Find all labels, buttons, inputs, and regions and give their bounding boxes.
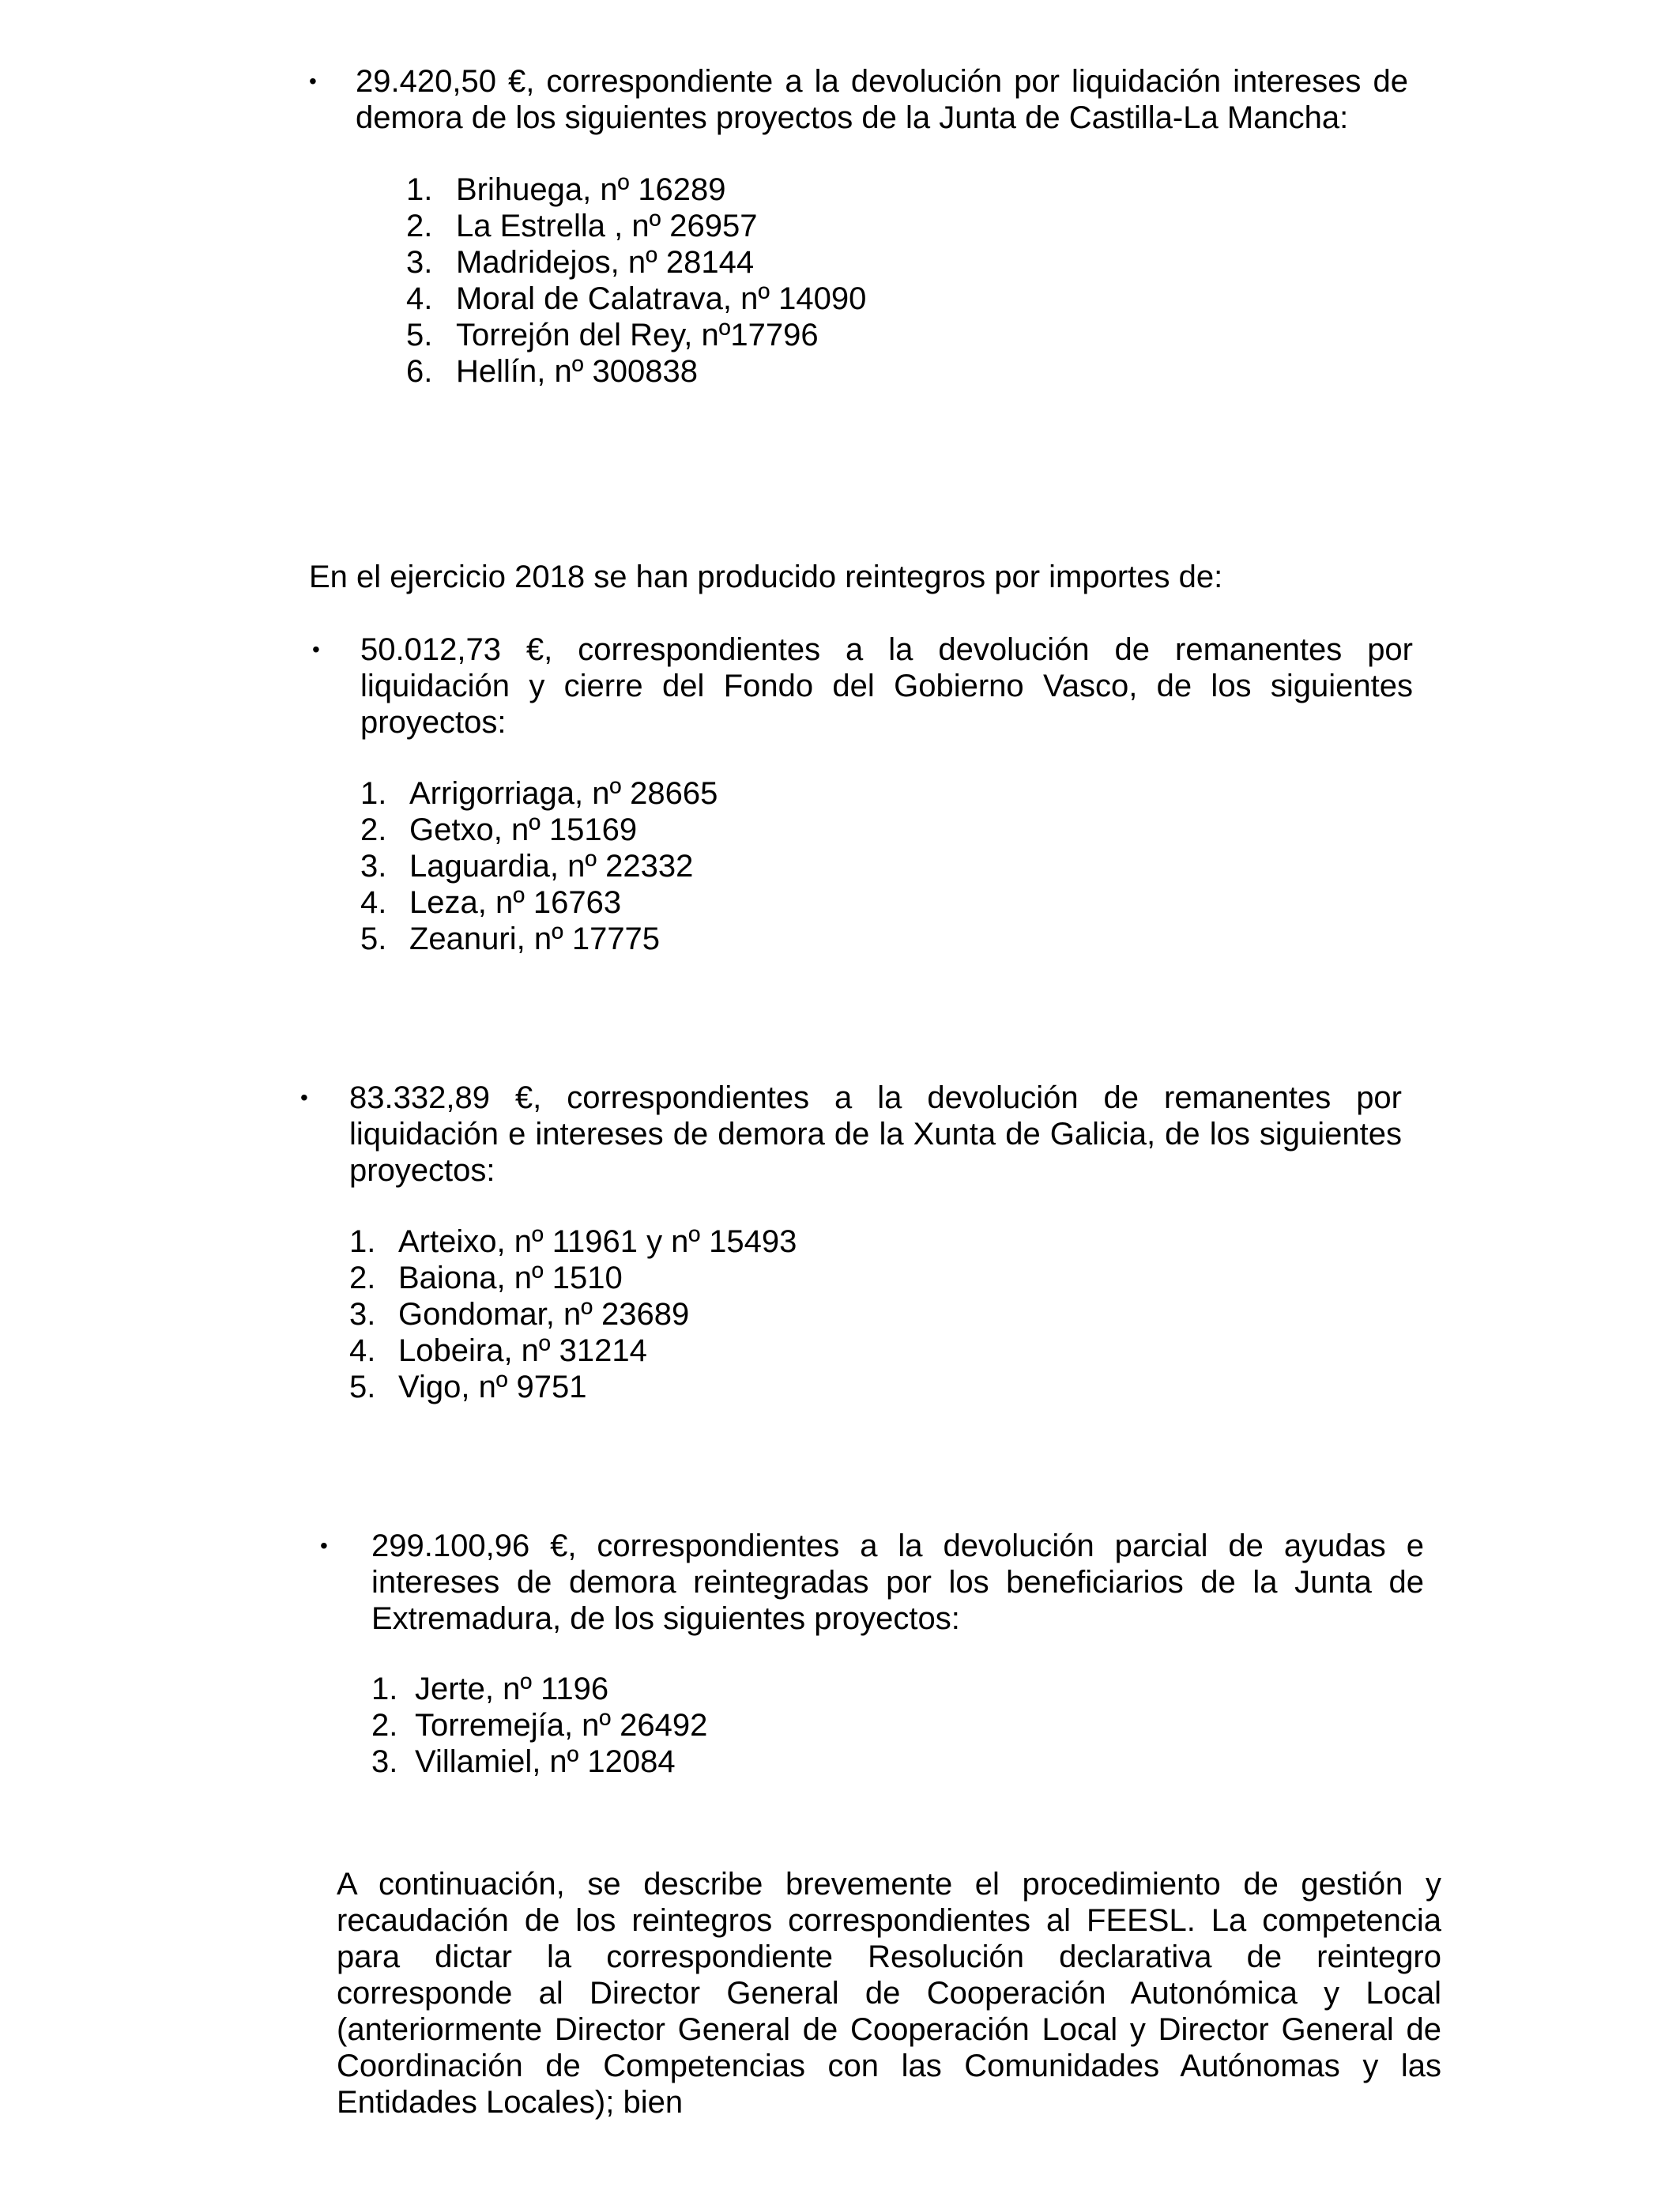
section2-paragraph: 50.012,73 €, correspondientes a la devolución de remanentes por liquidación y cierre del Fondo del Gobierno Vasco, de los siguientes proyectos: [360,632,1413,740]
list-item: 3. Villamiel, nº 12084 [371,1744,676,1779]
list-item: 1. Arteixo, nº 11961 y nº 15493 [349,1224,797,1259]
list-item: 2. Baiona, nº 1510 [349,1261,623,1295]
list-item: 3. Madridejos, nº 28144 [406,245,755,280]
section3-project-list [349,1223,981,1405]
bullet-icon: • [320,1533,328,1558]
list-item: 2. La Estrella , nº 26957 [406,209,758,243]
section4-project-list [371,1671,1004,1780]
list-item: 6. Hellín, nº 300838 [406,354,698,389]
section4-paragraph: 299.100,96 €, correspondientes a la devolución parcial de ayudas e intereses de demora reintegradas por los beneficiarios de la Junta de Extremadura, de los siguientes proyectos: [371,1529,1424,1636]
section1-paragraph: 29.420,50 €, correspondiente a la devolución por liquidación intereses de demora de los siguientes proyectos de la Junta de Castilla-La Mancha: [356,64,1408,135]
list-item: 5. Vigo, nº 9751 [349,1370,587,1404]
list-item: 5. Zeanuri, nº 17775 [360,922,661,956]
bullet-icon: • [312,637,320,662]
section3-paragraph: 83.332,89 €, correspondientes a la devolución de remanentes por liquidación e intereses de demora de la Xunta de Galicia, de los siguientes proyectos: [349,1080,1402,1188]
list-item: 1. Arrigorriaga, nº 28665 [360,776,718,811]
list-item: 1. Jerte, nº 1196 [371,1672,609,1706]
list-item: 4. Lobeira, nº 31214 [349,1333,647,1368]
section1-project-list [406,172,1038,390]
list-item: 2. Getxo, nº 15169 [360,812,638,847]
section2-project-list [360,775,993,957]
closing-paragraph: A continuación, se describe brevemente el procedimiento de gestión y recaudación de los reintegros correspondientes al FEESL. La competencia para dictar la correspondiente Resolución declarativa de reintegro corresponde al Director General de Cooperación Autonómica y Local (anteriormente Director General de Cooperación Local y Director General de Coordinación de Competencias con las Comunidades Autónomas y las Entidades Locales); bien [337,1867,1441,2120]
list-item: 3. Gondomar, nº 23689 [349,1297,690,1332]
list-item: 1. Brihuega, nº 16289 [406,172,726,207]
intro-2018: En el ejercicio 2018 se han producido reintegros por importes de: [309,560,1223,594]
list-item: 4. Moral de Calatrava, nº 14090 [406,281,867,316]
list-item: 4. Leza, nº 16763 [360,885,622,920]
list-item: 3. Laguardia, nº 22332 [360,849,694,884]
bullet-icon: • [309,69,317,93]
list-item: 2. Torremejía, nº 26492 [371,1708,708,1743]
bullet-icon: • [300,1085,308,1110]
list-item: 5. Torrejón del Rey, nº17796 [406,318,819,352]
